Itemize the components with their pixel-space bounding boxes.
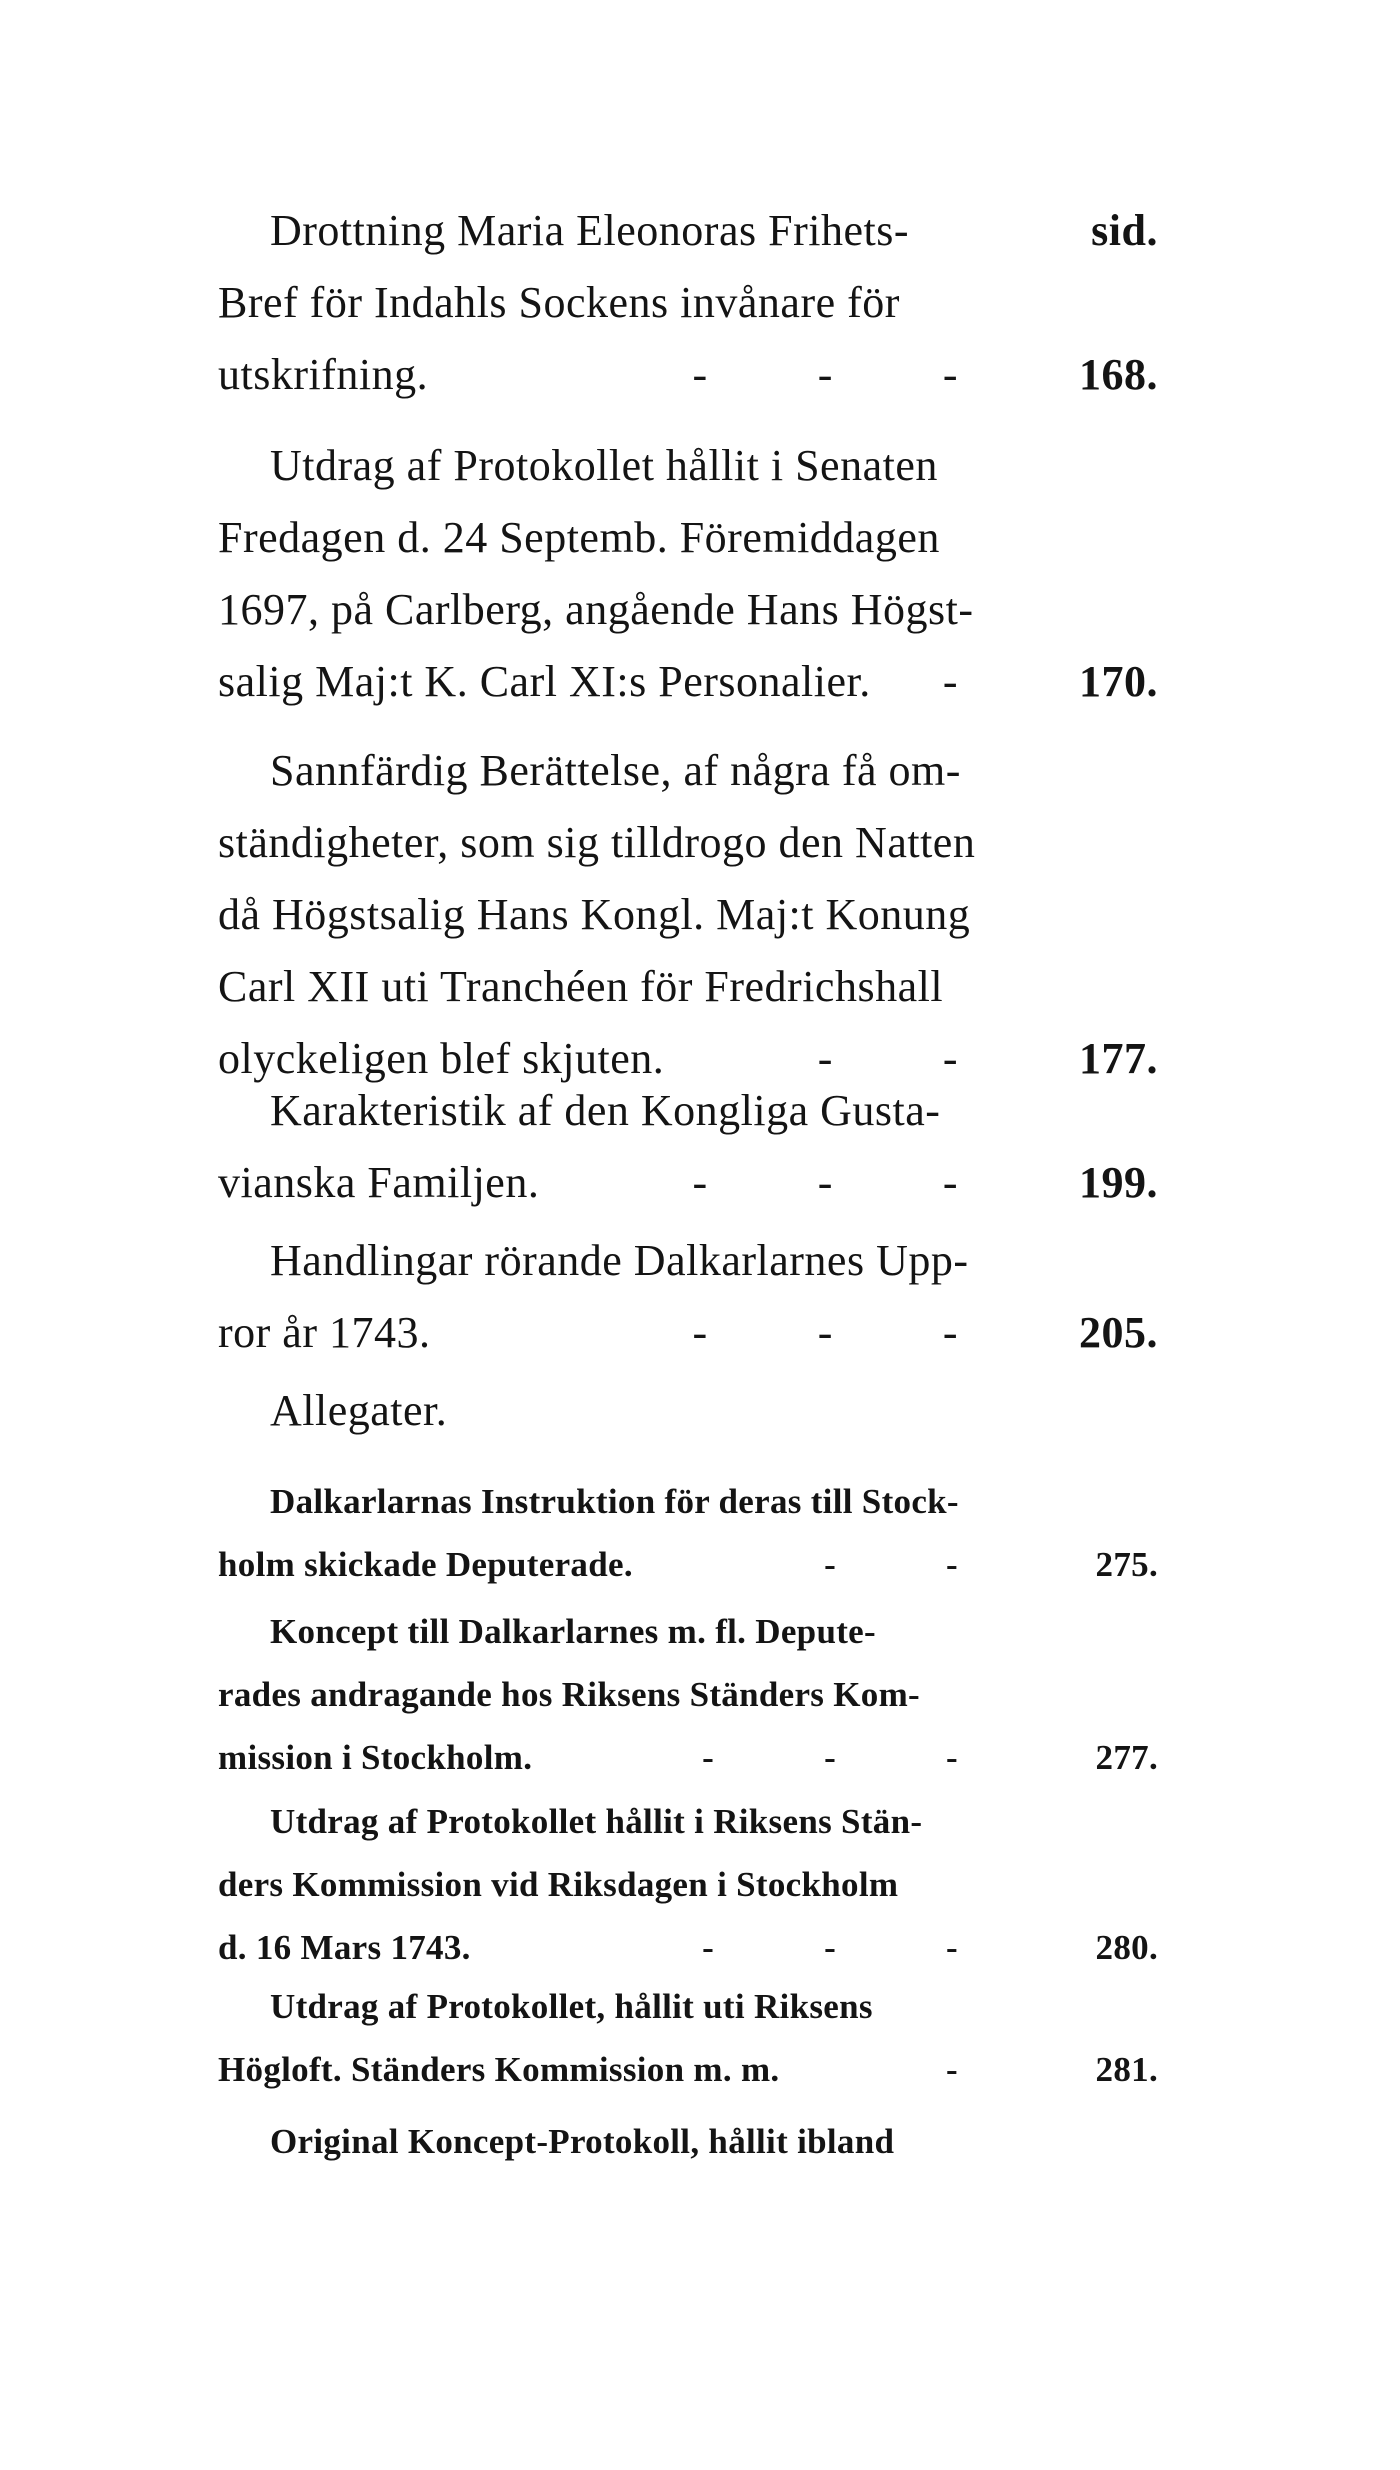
toc-line bbox=[218, 1853, 1158, 1916]
toc-entry-koncept-dalkarlarnes bbox=[218, 1600, 1158, 1789]
toc-line-text: mission i Stockholm. bbox=[218, 1738, 533, 1777]
toc-line bbox=[218, 1297, 1158, 1369]
toc-line bbox=[218, 267, 1158, 339]
toc-entry-utdrag-hogloft bbox=[218, 1975, 1158, 2101]
toc-line bbox=[218, 339, 1158, 411]
toc-line-text: salig Maj:t K. Carl XI:s Personalier. bbox=[218, 657, 871, 706]
toc-line-text: Handlingar rörande Dalkarlarnes Upp- bbox=[270, 1236, 969, 1285]
leader-dashes: - - - bbox=[692, 1158, 958, 1207]
toc-line bbox=[218, 430, 1158, 502]
toc-line-text: Sannfärdig Berättelse, af några få om- bbox=[270, 746, 961, 795]
page-number: 280. bbox=[1095, 1928, 1158, 1967]
toc-line-text: Carl XII uti Tranchéen för Fredrichshall bbox=[218, 962, 944, 1011]
toc-entry-original-koncept bbox=[218, 2110, 1158, 2173]
toc-line bbox=[218, 951, 1158, 1023]
toc-line bbox=[218, 574, 1158, 646]
toc-line bbox=[218, 646, 1158, 718]
toc-entry-utdrag-senaten bbox=[218, 430, 1158, 718]
toc-line-text: Karakteristik af den Kongliga Gusta- bbox=[270, 1086, 941, 1135]
toc-line bbox=[218, 502, 1158, 574]
page-number: 168. bbox=[1079, 350, 1158, 399]
toc-line bbox=[218, 195, 1158, 267]
section-heading-text: Allegater. bbox=[270, 1386, 448, 1435]
toc-line bbox=[218, 2110, 1158, 2173]
sid-label: sid. bbox=[1091, 206, 1158, 255]
toc-line-text: vianska Familjen. bbox=[218, 1158, 540, 1207]
toc-line-text: Fredagen d. 24 Septemb. Föremiddagen bbox=[218, 513, 940, 562]
page-number: 177. bbox=[1079, 1034, 1158, 1083]
toc-line-text: då Högstsalig Hans Kongl. Maj:t Konung bbox=[218, 890, 971, 939]
toc-line bbox=[218, 2038, 1158, 2101]
toc-line-text: Utdrag af Protokollet hållit i Senaten bbox=[270, 441, 938, 490]
toc-line bbox=[218, 1916, 1158, 1979]
toc-line bbox=[218, 1663, 1158, 1726]
toc-line bbox=[218, 1075, 1158, 1147]
toc-line bbox=[218, 1726, 1158, 1789]
toc-entry-sannfardig-berattelse bbox=[218, 735, 1158, 1095]
toc-line-text: Bref för Indahls Sockens invånare för bbox=[218, 278, 900, 327]
toc-entry-handlingar-dalkarlarnes bbox=[218, 1225, 1158, 1369]
page-number: 205. bbox=[1079, 1308, 1158, 1357]
toc-line bbox=[218, 1225, 1158, 1297]
toc-entry-utdrag-riksens-standers bbox=[218, 1790, 1158, 1979]
toc-line bbox=[218, 879, 1158, 951]
toc-line bbox=[218, 1147, 1158, 1219]
leader-dashes: - - - bbox=[692, 350, 958, 399]
leader-dashes: - - - bbox=[692, 1308, 958, 1357]
toc-line-text: Utdrag af Protokollet, hållit uti Riksens bbox=[270, 1987, 873, 2026]
toc-line bbox=[218, 1470, 1158, 1533]
toc-line-text: Högloft. Ständers Kommission m. m. bbox=[218, 2050, 780, 2089]
toc-line bbox=[218, 1790, 1158, 1853]
page-number: 170. bbox=[1079, 657, 1158, 706]
toc-line-text: ständigheter, som sig tilldrogo den Natten bbox=[218, 818, 976, 867]
toc-entry-dalkarlarnas-instruktion bbox=[218, 1470, 1158, 1596]
section-heading-allegater bbox=[218, 1375, 1158, 1447]
leader-dashes: - bbox=[946, 2050, 958, 2089]
toc-line-text: rades andragande hos Riksens Ständers Kom- bbox=[218, 1675, 921, 1714]
toc-line-text: Utdrag af Protokollet hållit i Riksens Stän- bbox=[270, 1802, 923, 1841]
toc-line-text: 1697, på Carlberg, angående Hans Högst- bbox=[218, 585, 974, 634]
toc-line bbox=[218, 1600, 1158, 1663]
toc-line-text: Dalkarlarnas Instruktion för deras till Stock- bbox=[270, 1482, 959, 1521]
toc-line-text: Drottning Maria Eleonoras Frihets- bbox=[270, 206, 909, 255]
page-number: 281. bbox=[1095, 2050, 1158, 2089]
toc-entry-karakteristik bbox=[218, 1075, 1158, 1219]
page-number: 275. bbox=[1095, 1545, 1158, 1584]
toc-line bbox=[218, 1533, 1158, 1596]
leader-dashes: - - bbox=[824, 1545, 958, 1584]
toc-line-text: utskrifning. bbox=[218, 350, 429, 399]
leader-dashes: - bbox=[942, 657, 958, 706]
toc-line-text: ders Kommission vid Riksdagen i Stockholm bbox=[218, 1865, 899, 1904]
toc-entry-maria-eleonora bbox=[218, 195, 1158, 411]
toc-line-text: olyckeligen blef skjuten. bbox=[218, 1034, 665, 1083]
toc-line bbox=[218, 1975, 1158, 2038]
toc-line-text: Koncept till Dalkarlarnes m. fl. Depute- bbox=[270, 1612, 876, 1651]
page-number: 199. bbox=[1079, 1158, 1158, 1207]
leader-dashes: - - - bbox=[702, 1738, 958, 1777]
toc-line bbox=[218, 1375, 1158, 1447]
leader-dashes: - - bbox=[817, 1034, 958, 1083]
toc-line-text: d. 16 Mars 1743. bbox=[218, 1928, 471, 1967]
leader-dashes: - - - bbox=[702, 1928, 958, 1967]
toc-line bbox=[218, 807, 1158, 879]
toc-line-text: holm skickade Deputerade. bbox=[218, 1545, 633, 1584]
page-number: 277. bbox=[1095, 1738, 1158, 1777]
toc-line bbox=[218, 735, 1158, 807]
toc-line-text: Original Koncept-Protokoll, hållit ibland bbox=[270, 2122, 895, 2161]
toc-line-text: ror år 1743. bbox=[218, 1308, 431, 1357]
